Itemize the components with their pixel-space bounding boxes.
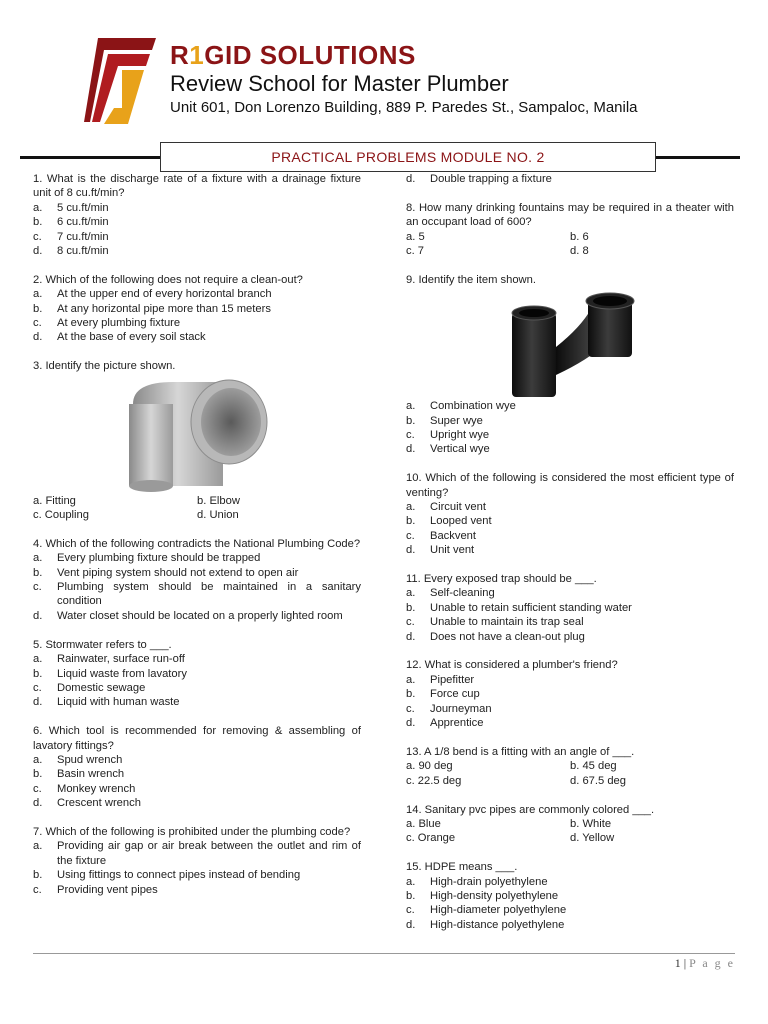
option[interactable]: d. High-distance polyethylene xyxy=(406,918,565,931)
question-10 xyxy=(406,471,734,557)
option[interactable]: b. Unable to retain sufficient standing water xyxy=(406,601,632,614)
option-grid xyxy=(33,494,361,523)
option[interactable]: d. Double trapping a fixture xyxy=(406,173,552,185)
option[interactable]: d. Unit vent xyxy=(406,544,475,557)
question-stem: 5. Stormwater refers to ___. xyxy=(33,638,172,651)
option[interactable]: a. Self-cleaning xyxy=(406,587,495,600)
question-4 xyxy=(33,537,361,623)
option[interactable]: d. Water closet should be located on a properly lighted room xyxy=(33,609,343,622)
option[interactable]: a. At the upper end of every horizontal branch xyxy=(33,288,272,301)
option[interactable]: a. Pipefitter xyxy=(406,673,475,686)
option[interactable]: b. Using fittings to connect pipes instead of bending xyxy=(33,869,301,882)
option[interactable]: d. Liquid with human waste xyxy=(33,696,180,709)
option[interactable]: d. Union xyxy=(197,509,239,522)
question-14 xyxy=(406,803,734,846)
option[interactable]: c. 22.5 deg xyxy=(406,774,462,787)
option[interactable]: c. Orange xyxy=(406,832,456,845)
question-stem: 8. How many drinking fountains may be required in a theater with an occupant load of 600? xyxy=(406,201,734,229)
question-stem: 10. Which of the following is considered the most efficient type of venting? xyxy=(406,472,734,499)
black-wye-fitting-image xyxy=(406,287,734,399)
option[interactable]: b. Vent piping system should not extend to open air xyxy=(33,566,299,579)
option[interactable]: c. 7 xyxy=(406,245,425,258)
option[interactable]: d. Does not have a clean-out plug xyxy=(406,630,585,643)
question-stem: 11. Every exposed trap should be ___. xyxy=(406,573,597,586)
option[interactable]: a. Providing air gap or air break between the outlet and rim of the fixture xyxy=(33,840,361,867)
option[interactable]: b. White xyxy=(570,817,612,830)
question-stem: 4. Which of the following contradicts the National Plumbing Code? xyxy=(33,537,361,550)
question-6 xyxy=(33,724,361,810)
option[interactable]: a. High-drain polyethylene xyxy=(406,875,548,888)
option[interactable]: a. Every plumbing fixture should be trapped xyxy=(33,552,261,565)
option[interactable]: a. Rainwater, surface run-off xyxy=(33,653,185,666)
question-stem: 13. A 1/8 bend is a fitting with an angle of ___. xyxy=(406,745,635,758)
school-address: Unit 601, Don Lorenzo Building, 889 P. Paredes St., Sampaloc, Manila xyxy=(170,99,638,116)
page-number: 1 | P a g e xyxy=(674,956,735,970)
option[interactable]: b. 6 cu.ft/min xyxy=(33,216,109,229)
question-7-continued xyxy=(406,172,734,186)
option[interactable]: b. Force cup xyxy=(406,688,480,701)
option[interactable]: c. 7 cu.ft/min xyxy=(33,230,109,243)
question-stem: 3. Identify the picture shown. xyxy=(33,360,176,373)
footer-divider xyxy=(33,953,735,954)
question-9 xyxy=(406,273,734,457)
question-1 xyxy=(33,172,361,258)
question-2 xyxy=(33,273,361,345)
option[interactable]: d. Vertical wye xyxy=(406,443,490,456)
question-7 xyxy=(33,825,361,897)
option[interactable]: a. Combination wye xyxy=(406,400,516,413)
option[interactable]: a. 5 cu.ft/min xyxy=(33,201,109,214)
option[interactable]: a. Spud wrench xyxy=(33,753,123,766)
question-stem: 6. Which tool is recommended for removing & assembling of lavatory fittings? xyxy=(33,725,361,752)
brand-name: R1GID SOLUTIONS xyxy=(170,40,416,70)
option[interactable]: d. Crescent wrench xyxy=(33,797,141,810)
option[interactable]: c. Coupling xyxy=(33,509,89,522)
option-grid xyxy=(406,817,734,846)
option-grid xyxy=(406,759,734,788)
option[interactable]: c. Unable to maintain its trap seal xyxy=(406,616,584,629)
option[interactable]: a. Circuit vent xyxy=(406,501,486,514)
question-stem: 9. Identify the item shown. xyxy=(406,273,536,286)
question-3 xyxy=(33,359,361,522)
question-stem: 14. Sanitary pvc pipes are commonly colored ___. xyxy=(406,803,655,816)
question-11 xyxy=(406,572,734,644)
option[interactable]: a. 5 xyxy=(406,230,425,243)
option[interactable]: b. At any horizontal pipe more than 15 meters xyxy=(33,302,271,315)
option[interactable]: b. Basin wrench xyxy=(33,768,125,781)
option[interactable]: b. Liquid waste from lavatory xyxy=(33,667,187,680)
option[interactable]: c. Domestic sewage xyxy=(33,681,146,694)
question-stem: 2. Which of the following does not require a clean-out? xyxy=(33,273,303,286)
option-grid xyxy=(406,230,734,259)
question-13 xyxy=(406,745,734,788)
question-15 xyxy=(406,860,734,932)
option[interactable]: a. Blue xyxy=(406,817,441,830)
question-stem: 1. What is the discharge rate of a fixture with a drainage fixture unit of 8 cu.ft/min? xyxy=(33,173,361,200)
option[interactable]: c. Providing vent pipes xyxy=(33,883,158,896)
option[interactable]: c. Upright wye xyxy=(406,429,490,442)
option[interactable]: a. Fitting xyxy=(33,494,76,507)
school-subtitle: Review School for Master Plumber xyxy=(170,71,509,96)
option[interactable]: d. Apprentice xyxy=(406,717,484,730)
option[interactable]: c. Monkey wrench xyxy=(33,782,136,795)
option[interactable]: d. 8 xyxy=(570,245,589,258)
option[interactable]: b. 45 deg xyxy=(570,760,617,773)
question-12 xyxy=(406,658,734,730)
question-stem: 12. What is considered a plumber's friend? xyxy=(406,659,618,672)
option[interactable]: b. 6 xyxy=(570,230,589,243)
option[interactable]: c. Backvent xyxy=(406,529,477,542)
pvc-elbow-image xyxy=(33,374,361,494)
right-column xyxy=(406,172,734,947)
question-stem: 7. Which of the following is prohibited under the plumbing code? xyxy=(33,825,351,838)
question-5 xyxy=(33,638,361,710)
option[interactable]: c. At every plumbing fixture xyxy=(33,317,181,330)
option[interactable]: d. Yellow xyxy=(570,832,615,845)
option[interactable]: d. At the base of every soil stack xyxy=(33,331,206,344)
question-8 xyxy=(406,201,734,259)
option[interactable]: b. Super wye xyxy=(406,414,483,427)
option[interactable]: d. 8 cu.ft/min xyxy=(33,245,109,258)
option[interactable]: b. High-density polyethylene xyxy=(406,889,559,902)
option[interactable]: c. High-diameter polyethylene xyxy=(406,904,567,917)
option[interactable]: b. Looped vent xyxy=(406,515,492,528)
left-column xyxy=(33,172,361,911)
rigid-solutions-logo xyxy=(84,38,158,124)
option[interactable]: b. Elbow xyxy=(197,494,240,507)
option[interactable]: c. Journeyman xyxy=(406,702,492,715)
option[interactable]: d. 67.5 deg xyxy=(570,774,626,787)
module-title: PRACTICAL PROBLEMS MODULE NO. 2 xyxy=(160,142,656,172)
option[interactable]: a. 90 deg xyxy=(406,760,453,773)
option[interactable]: c. Plumbing system should be maintained in a sanitary condition xyxy=(33,581,361,608)
question-stem: 15. HDPE means ___. xyxy=(406,861,518,874)
